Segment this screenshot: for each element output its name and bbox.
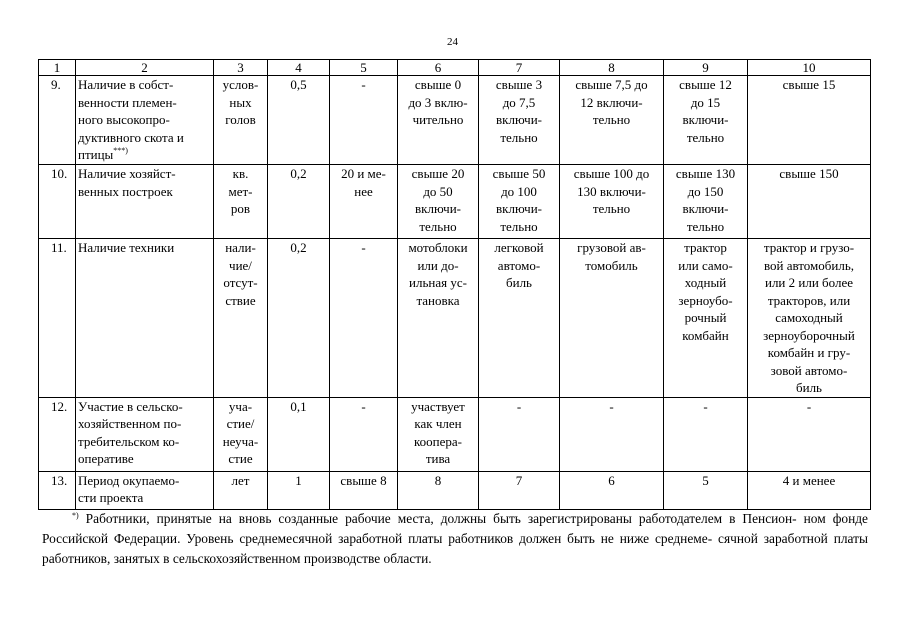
criterion-name [76, 76, 214, 165]
value-cell-col7-line: свыше 50 [492, 166, 546, 181]
value-cell-col10 [748, 76, 871, 165]
unit-cell-line: неуча- [222, 433, 259, 449]
value-cell-col6-line: чительно [412, 112, 464, 127]
value-cell-col7 [479, 471, 560, 509]
criterion-name-line: Период окупаемо- [78, 472, 180, 488]
header-cell: 9 [664, 60, 748, 76]
value-cell-col5-line: - [361, 398, 366, 414]
unit-cell-line: ствие [225, 292, 256, 308]
value-cell-col5 [330, 397, 398, 471]
value-cell-col10 [748, 239, 871, 398]
unit-cell-line: ных [229, 94, 252, 110]
criterion-name-line: требительском ко- [78, 433, 180, 449]
value-cell-col6 [398, 397, 479, 471]
value-cell-col9 [664, 239, 748, 398]
value-cell-col10-line: биль [796, 380, 822, 395]
criterion-name [76, 397, 214, 471]
value-cell-col8 [560, 165, 664, 239]
value-cell-col8-line: тельно [592, 112, 631, 127]
unit-cell-line: чие/ [229, 257, 252, 273]
weight-cell: 0,5 [268, 76, 330, 165]
unit-cell-line: стие/ [226, 416, 255, 431]
value-cell-col6-line: свыше 20 [411, 166, 465, 181]
criterion-name-line: хозяйственном по- [78, 416, 182, 431]
value-cell-col8-line: грузовой ав- [577, 240, 646, 255]
header-cell: 5 [330, 60, 398, 76]
value-cell-col6 [398, 239, 479, 398]
value-cell-col9-line: тельно [686, 218, 725, 234]
value-cell-col8-line: свыше 100 до [573, 166, 650, 181]
value-cell-col7-line: включи- [496, 201, 542, 216]
value-cell-col7-line: биль [506, 275, 532, 290]
value-cell-col7-line: свыше 3 [495, 77, 543, 92]
unit-cell-line: нали- [225, 240, 256, 255]
value-cell-col10 [748, 471, 871, 509]
value-cell-col10-line: или 2 или более [764, 275, 854, 290]
criterion-name-text: птицы [78, 147, 114, 162]
header-cell: 4 [268, 60, 330, 76]
unit-cell [214, 397, 268, 471]
value-cell-col5-line: свыше 8 [340, 472, 387, 488]
criterion-name-line: Участие в сельско- [78, 398, 183, 414]
value-cell-col9-line: до 150 [687, 183, 724, 199]
value-cell-col6 [398, 165, 479, 239]
criterion-name-line: Наличие в собст- [78, 77, 174, 92]
value-cell-col9 [664, 76, 748, 165]
header-cell: 1 [39, 60, 76, 76]
value-cell-col10 [748, 165, 871, 239]
unit-cell [214, 76, 268, 165]
value-cell-col6-line: участвует [411, 398, 465, 414]
criterion-name-line [78, 146, 211, 164]
unit-cell-line: мет- [228, 183, 253, 199]
value-cell-col9 [664, 165, 748, 239]
value-cell-col5-line: - [361, 240, 366, 255]
value-cell-col8-line: - [609, 398, 614, 414]
criterion-name-line: ного высокопро- [78, 112, 170, 127]
value-cell-col8-line: 130 включи- [577, 183, 646, 199]
value-cell-col7-line: легковой [494, 240, 544, 255]
value-cell-col10-line: трактор и грузо- [763, 240, 855, 255]
value-cell-col9 [664, 471, 748, 509]
criterion-name-line: сти проекта [78, 490, 144, 505]
table-row [39, 239, 871, 398]
value-cell-col7-line: до 100 [501, 183, 537, 199]
row-number: 10. [39, 165, 76, 239]
value-cell-col10-line: самоходный [775, 310, 843, 325]
value-cell-col10-line: - [806, 398, 812, 414]
value-cell-col5-line: 20 и ме- [341, 166, 386, 181]
value-cell-col7 [479, 397, 560, 471]
value-cell-col6-line: свыше 0 [414, 77, 462, 92]
value-cell-col9-line: трактор [684, 240, 727, 255]
value-cell-col10-line: свыше 15 [782, 77, 836, 92]
value-cell-col7 [479, 76, 560, 165]
unit-cell [214, 471, 268, 509]
value-cell-col9-line: ходный [684, 275, 727, 290]
value-cell-col6-line: тельно [419, 218, 457, 234]
value-cell-col6-line: коопера- [414, 433, 462, 449]
footnote-line: ном фонде Российской Федерации. Уровень среднемесячной заработной платы работников должен быть не ниже среднеме- [42, 511, 869, 546]
value-cell-col9-line: комбайн [682, 327, 729, 343]
criterion-name-line: оперативе [78, 451, 134, 466]
value-cell-col9 [664, 397, 748, 471]
weight-cell: 0,2 [268, 165, 330, 239]
criterion-name-line: Наличие техники [78, 240, 175, 255]
value-cell-col6-line: ильная ус- [409, 275, 467, 290]
weight-cell: 0,1 [268, 397, 330, 471]
header-cell: 6 [398, 60, 479, 76]
unit-cell-line: уча- [228, 398, 253, 414]
value-cell-col8-line: 6 [608, 472, 615, 488]
value-cell-col5-line: - [361, 77, 366, 92]
value-cell-col8-line: тельно [592, 201, 631, 216]
value-cell-col6-line: или до- [417, 257, 459, 273]
value-cell-col7-line: 7 [515, 472, 523, 488]
unit-cell-line: отсут- [223, 275, 258, 290]
footnote [42, 509, 868, 569]
value-cell-col10-line: тракторов, или [767, 292, 851, 308]
header-cell: 3 [214, 60, 268, 76]
table-row [39, 471, 871, 509]
row-number: 11. [39, 239, 76, 398]
value-cell-col5-line: нее [354, 183, 373, 199]
unit-cell-line: стие [228, 451, 253, 466]
value-cell-col6-line: до 50 [423, 183, 453, 199]
value-cell-col7 [479, 239, 560, 398]
value-cell-col10-line: комбайн и гру- [767, 345, 851, 360]
unit-cell [214, 239, 268, 398]
value-cell-col8 [560, 239, 664, 398]
page-number: 24 [447, 36, 458, 48]
criterion-name-line: Наличие хозяйст- [78, 166, 176, 181]
value-cell-col8-line: 12 включи- [580, 94, 643, 110]
value-cell-col8 [560, 397, 664, 471]
unit-cell [214, 165, 268, 239]
unit-cell-line: лет [231, 472, 250, 488]
criterion-name [76, 239, 214, 398]
table-row [39, 76, 871, 165]
unit-cell-line: кв. [232, 166, 249, 181]
value-cell-col6-line: тива [425, 451, 451, 466]
criterion-name-line: дуктивного скота и [78, 129, 184, 145]
value-cell-col6-line: как член [414, 416, 462, 431]
weight-cell: 0,2 [268, 239, 330, 398]
value-cell-col8 [560, 471, 664, 509]
value-cell-col10-line: 4 и менее [782, 472, 836, 488]
value-cell-col5 [330, 165, 398, 239]
unit-cell-line: ров [230, 201, 251, 216]
value-cell-col7-line: - [516, 398, 522, 414]
value-cell-col9-line: - [703, 398, 708, 414]
value-cell-col9-line: или само- [678, 257, 733, 273]
value-cell-col6-line: до 3 вклю- [408, 94, 468, 110]
criterion-name [76, 165, 214, 239]
value-cell-col9-line: включи- [682, 112, 729, 127]
header-cell: 8 [560, 60, 664, 76]
unit-cell-line: голов [225, 112, 256, 127]
value-cell-col8-line: свыше 7,5 до [575, 77, 648, 92]
value-cell-col6-line: включи- [415, 201, 461, 216]
value-cell-col7-line: включи- [496, 112, 542, 127]
row-number: 9. [39, 76, 76, 165]
value-cell-col10 [748, 397, 871, 471]
value-cell-col9-line: свыше 12 [679, 77, 732, 92]
value-cell-col10-line: зерноуборочный [763, 327, 855, 343]
value-cell-col5 [330, 76, 398, 165]
value-cell-col6-line: 8 [434, 472, 442, 488]
header-cell: 7 [479, 60, 560, 76]
weight-cell: 1 [268, 471, 330, 509]
value-cell-col8-line: томобиль [585, 257, 638, 273]
table-row [39, 165, 871, 239]
value-cell-col10-line: свыше 150 [779, 166, 839, 181]
footnote-line: Работники, принятые на вновь созданные рабочие места, должны быть зарегистрированы работодателем в Пенсион- [85, 511, 797, 526]
value-cell-col7-line: до 7,5 [502, 94, 536, 110]
value-cell-col7 [479, 165, 560, 239]
row-number: 12. [39, 397, 76, 471]
header-cell: 10 [748, 60, 871, 76]
value-cell-col8 [560, 76, 664, 165]
row-number: 13. [39, 471, 76, 509]
header-row [39, 60, 871, 76]
criterion-name-line: венных построек [78, 183, 173, 199]
value-cell-col7-line: автомо- [497, 257, 541, 273]
criterion-name [76, 471, 214, 509]
value-cell-col6 [398, 471, 479, 509]
value-cell-col6 [398, 76, 479, 165]
criteria-table [38, 59, 871, 510]
footnote-marker: *) [72, 511, 79, 520]
value-cell-col9-line: 5 [702, 472, 709, 488]
value-cell-col9-line: включи- [682, 201, 729, 216]
value-cell-col9-line: рочный [684, 310, 727, 325]
criterion-name-line: венности племен- [78, 94, 177, 110]
header-cell: 2 [76, 60, 214, 76]
footnote-line: сячной заработной платы работников, занятых в сельскохозяйственном производстве области. [42, 531, 868, 566]
footnote-reference: ***) [113, 146, 128, 155]
value-cell-col9-line: зерноубо- [678, 292, 733, 308]
value-cell-col5 [330, 471, 398, 509]
value-cell-col10-line: вой автомобиль, [763, 257, 855, 273]
value-cell-col9-line: до 15 [690, 94, 721, 110]
unit-cell-line: услов- [222, 77, 259, 92]
value-cell-col9-line: свыше 130 [675, 166, 736, 181]
value-cell-col5 [330, 239, 398, 398]
value-cell-col6-line: тановка [416, 292, 460, 308]
table-row [39, 397, 871, 471]
value-cell-col7-line: тельно [500, 218, 538, 234]
value-cell-col10-line: зовой автомо- [770, 362, 848, 378]
value-cell-col9-line: тельно [686, 129, 725, 145]
value-cell-col7-line: тельно [500, 129, 538, 145]
value-cell-col6-line: мотоблоки [408, 240, 468, 255]
